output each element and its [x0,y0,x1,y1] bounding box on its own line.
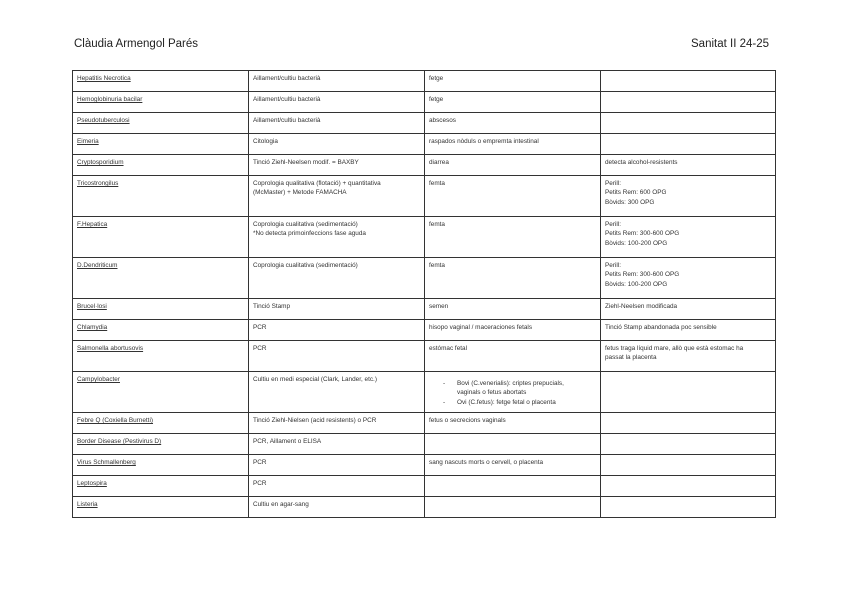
sample-cell [425,497,601,518]
notes-cell [601,258,776,299]
sample-cell-line: femta [429,180,445,187]
notes-cell-line: Perill: [605,221,621,228]
disease-name-cell [73,413,249,434]
disease-name: Salmonella abortusovis [77,345,144,352]
author-name: Clàudia Armengol Parés [74,38,199,50]
sample-list-line: - Bovi (C.venerialis): criptes prepucials, [457,380,564,387]
technique-cell-line: Cultiu en medi especial (Clark, Lander, etc.) [253,376,377,383]
technique-cell-line: Citologia [253,138,278,145]
sample-cell [425,92,601,113]
technique-cell [249,217,425,258]
notes-cell [601,134,776,155]
sample-cell [425,217,601,258]
sample-cell [425,455,601,476]
disease-name: Campylobacter [77,376,120,383]
table-row [73,176,776,217]
disease-name: Chlamydia [77,324,108,331]
notes-cell-line: Petits Rem: 300-600 OPG [605,230,680,238]
notes-cell-line: detecta alcohol-resistents [605,159,678,166]
sample-cell [425,176,601,217]
diagnosis-table [72,70,776,518]
table-row [73,476,776,497]
sample-list [429,379,596,407]
technique-cell [249,476,425,497]
disease-name-cell [73,134,249,155]
technique-cell [249,455,425,476]
technique-cell [249,320,425,341]
technique-cell-line: PCR [253,324,267,331]
technique-cell-line: (McMaster) + Metode FAMACHA [253,189,347,197]
technique-cell-line: *No detecta primoinfeccions fase aguda [253,230,366,238]
notes-cell-line: fetus traga líquid mare, allò que està estomac ha [605,345,744,352]
technique-cell [249,372,425,413]
technique-cell [249,341,425,372]
sample-cell [425,476,601,497]
notes-cell [601,497,776,518]
notes-cell [601,413,776,434]
technique-cell-line: Cultiu en agar-sang [253,501,309,508]
technique-cell-line: Tinció Ziehl-Nielsen (acid resistents) o PCR [253,417,377,424]
technique-cell-line: Coprologia qualitativa (flotació) + quantitativa [253,180,381,187]
sample-cell-line: sang nascuts morts o cervell, o placenta [429,459,544,466]
sample-cell [425,372,601,413]
notes-cell-line: Ziehl-Neelsen modificada [605,303,678,310]
notes-cell [601,71,776,92]
sample-cell-line: semen [429,303,449,310]
disease-name-cell [73,476,249,497]
sample-cell [425,413,601,434]
table-row [73,134,776,155]
sample-list-line: vaginals o fetus abortats [457,389,527,397]
notes-cell [601,155,776,176]
table-row [73,497,776,518]
disease-name-cell [73,299,249,320]
sample-cell [425,434,601,455]
technique-cell-line: PCR [253,480,267,487]
table-row [73,455,776,476]
notes-cell [601,434,776,455]
disease-name-cell [73,113,249,134]
sample-cell [425,320,601,341]
disease-name: Virus Schmallenberg [77,459,136,466]
disease-name-cell [73,258,249,299]
disease-name: Cryptosporidium [77,159,124,166]
technique-cell-line: PCR [253,345,267,352]
disease-name-cell [73,176,249,217]
sample-cell [425,155,601,176]
sample-cell-line: femta [429,221,445,228]
technique-cell-line: Tinció Ziehl-Neelsen modif. = BAXBY [253,159,359,166]
table-row [73,372,776,413]
notes-cell-line: Perill: [605,262,621,269]
disease-name: Eimeria [77,138,99,145]
sample-cell [425,341,601,372]
disease-name-cell [73,341,249,372]
technique-cell [249,71,425,92]
notes-cell [601,176,776,217]
disease-name-cell [73,92,249,113]
technique-cell [249,413,425,434]
disease-name: Pseudotuberculosi [77,117,130,124]
table-row [73,71,776,92]
notes-cell [601,217,776,258]
disease-name: Border Disease (Pestivirus D) [77,438,162,445]
table-row [73,258,776,299]
notes-cell [601,341,776,372]
course-title: Sanitat II 24-25 [691,38,769,50]
sample-list-item [457,398,596,407]
disease-name: Hepatitis Necrotica [77,75,131,82]
sample-cell-line: fetus o secrecions vaginals [429,417,506,424]
sample-cell [425,299,601,320]
table-row [73,113,776,134]
table-row [73,413,776,434]
disease-name: Febre Q (Coxiella Burnetti) [77,417,154,424]
disease-name-cell [73,434,249,455]
table-row [73,299,776,320]
disease-name-cell [73,155,249,176]
notes-cell-line: Petits Rem: 600 OPG [605,189,667,197]
table-row [73,155,776,176]
notes-cell-line: Bòvids: 100-200 OPG [605,280,668,288]
technique-cell-line: PCR [253,459,267,466]
technique-cell [249,113,425,134]
notes-cell-line: Tinció Stamp abandonada poc sensible [605,324,717,331]
disease-name: Leptospira [77,480,107,487]
disease-name: D.Dendriticum [77,262,118,269]
notes-cell [601,476,776,497]
sample-cell-line: femta [429,262,445,269]
notes-cell-line: Petits Rem: 300-600 OPG [605,271,680,279]
technique-cell-line: Coprologia cualitativa (sedimentació) [253,262,358,269]
notes-cell [601,92,776,113]
sample-cell [425,71,601,92]
notes-cell-line: Bòvids: 100-200 OPG [605,239,668,247]
sample-cell-line: abscesos [429,117,456,124]
sample-list-line: - Ovi (C.fetus): fetge fetal o placenta [457,398,556,406]
disease-name: Tricostrongilus [77,180,119,187]
sample-cell [425,134,601,155]
notes-cell-line: Perill: [605,180,621,187]
disease-name-cell [73,320,249,341]
disease-name-cell [73,217,249,258]
sample-list-item [457,379,596,398]
technique-cell [249,299,425,320]
technique-cell-line: Coprologia cualitativa (sedimentació) [253,221,358,228]
disease-name: Hemoglobinuria bacilar [77,96,143,103]
sample-cell-line: estómac fetal [429,345,468,352]
sample-cell-line: hisopo vaginal / maceraciones fetals [429,324,533,331]
technique-cell [249,176,425,217]
sample-cell-line: fetge [429,96,444,103]
technique-cell-line: Aillament/cultiu bacterià [253,96,321,103]
disease-name: Listeria [77,501,98,508]
sample-cell-line: diarrea [429,159,449,166]
notes-cell [601,299,776,320]
notes-cell-line: Bòvids: 300 OPG [605,198,655,206]
disease-name-cell [73,71,249,92]
disease-name-cell [73,497,249,518]
technique-cell-line: Aillament/cultiu bacterià [253,117,321,124]
technique-cell [249,434,425,455]
sample-cell [425,258,601,299]
disease-name-cell [73,455,249,476]
notes-cell-line: passat la placenta [605,354,657,362]
sample-cell-line: raspados nòduls o empremta intestinal [429,138,539,145]
technique-cell-line: Tinció Stamp [253,303,291,310]
sample-cell [425,113,601,134]
disease-name: F.Hepatica [77,221,108,228]
notes-cell [601,372,776,413]
disease-name: Brucel·losi [77,303,107,310]
notes-cell [601,455,776,476]
technique-cell-line: Aillament/cultiu bacterià [253,75,321,82]
technique-cell [249,155,425,176]
technique-cell [249,92,425,113]
table-row [73,320,776,341]
disease-name-cell [73,372,249,413]
technique-cell-line: PCR, Aillament o ELISA [253,438,322,445]
table-row [73,217,776,258]
table-row [73,92,776,113]
notes-cell [601,320,776,341]
technique-cell [249,134,425,155]
notes-cell [601,113,776,134]
technique-cell [249,258,425,299]
sample-cell-line: fetge [429,75,444,82]
table-row [73,341,776,372]
table-row [73,434,776,455]
technique-cell [249,497,425,518]
